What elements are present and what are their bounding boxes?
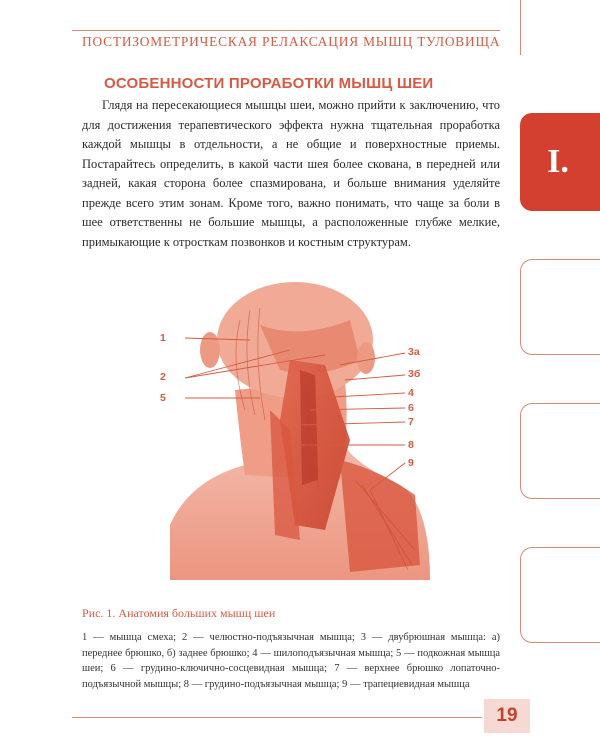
- chapter-tab[interactable]: [520, 113, 600, 211]
- page-number-box: [484, 699, 530, 733]
- figure-label-2: 2: [160, 371, 166, 383]
- figure-label-5: 5: [160, 392, 166, 404]
- running-title: ПОСТИЗОМЕТРИЧЕСКАЯ РЕЛАКСАЦИЯ МЫШЦ ТУЛОВИЩА: [82, 34, 501, 49]
- figure-label-3a: 3а: [408, 346, 420, 358]
- page-number: 19: [496, 705, 518, 726]
- neck-anatomy-figure: [150, 280, 440, 588]
- side-tab-2[interactable]: [520, 259, 600, 355]
- figure-label-1: 1: [160, 332, 166, 344]
- footer-rule: [72, 717, 482, 718]
- header-vertical-rule: [520, 0, 521, 55]
- figure-title: Рис. 1. Анатомия больших мышц шеи: [82, 606, 276, 620]
- chapter-tab-label: I.: [547, 143, 569, 180]
- section-title: ОСОБЕННОСТИ ПРОРАБОТКИ МЫШЦ ШЕИ: [104, 75, 434, 92]
- figure-label-3b: 3б: [408, 368, 421, 380]
- side-tab-4[interactable]: [520, 547, 600, 643]
- figure-label-7: 7: [408, 416, 414, 428]
- figure-label-9: 9: [408, 457, 414, 469]
- figure-caption: 1 — мышца смеха; 2 — челюстно-подъязычная мышца; 3 — двубрюшная мышца: а) переднее брюшко, б) заднее брюшко; 4 — шилоподъязычная мышца; 5 — подкожная мышца шеи; 6 — грудино-ключично-сосцевидная мышца; 7 — верхнее брюшко лопаточно-подъязычной мышцы; 8 — грудино-подъязычная мышца; 9 — трапециевидная мышца: [82, 632, 500, 690]
- header-rule: [72, 30, 500, 31]
- body-paragraph: Глядя на пересекающиеся мышцы шеи, можно прийти к заключению, что для достижения терапевтического эффекта нужна тщательная проработка каждой мышцы в отдельности, а не общие и поверхностные приемы. Постарайтесь определить, в какой части шея более скована, в передней или задней, какая сторона более спазмирована, и больше внимания уделяйте прежде всего этим зонам. Кроме того, важно понимать, что чаще за боли в шее ответственны не большие мышцы, а расположенные глубже мелкие, примыкающие к отросткам позвонков и костным структурам.: [82, 98, 500, 249]
- figure-label-6: 6: [408, 402, 414, 414]
- figure-label-4: 4: [408, 387, 414, 399]
- figure-label-8: 8: [408, 439, 414, 451]
- side-tab-3[interactable]: [520, 403, 600, 499]
- neck-anatomy-illustration: [150, 280, 440, 588]
